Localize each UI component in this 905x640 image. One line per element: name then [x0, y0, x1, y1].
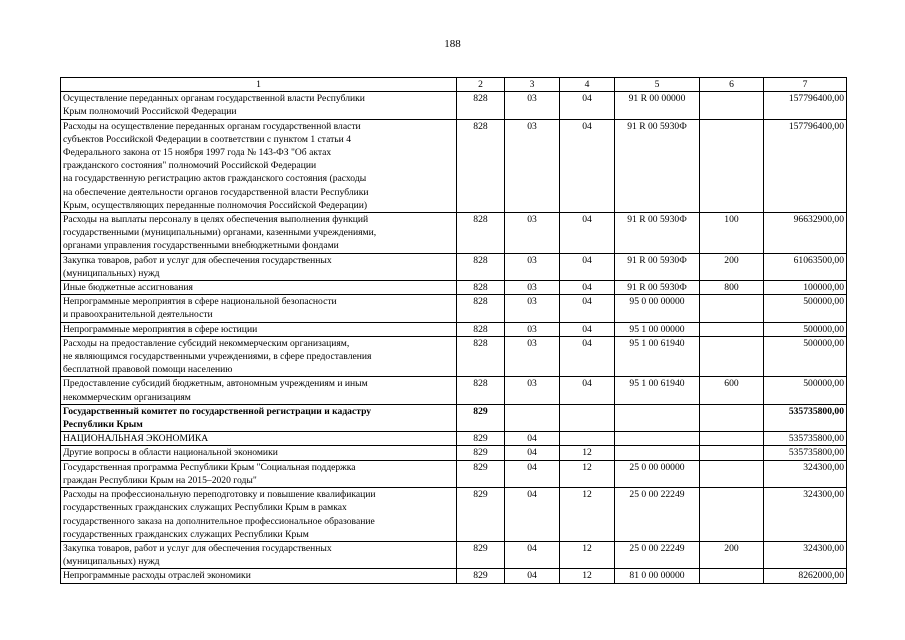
- row-description: Предоставление субсидий бюджетным, автономным учреждениям и иным некоммерческим организациям: [61, 377, 457, 404]
- target-article-cell: 91 R 00 5930Ф: [615, 213, 700, 254]
- section-cell: 04: [505, 432, 560, 446]
- subsection-cell: 12: [560, 446, 615, 460]
- subsection-cell: 12: [560, 541, 615, 568]
- section-cell: 03: [505, 322, 560, 336]
- target-article-cell: [615, 446, 700, 460]
- amount-cell: 100000,00: [764, 281, 847, 295]
- table-row: [61, 295, 847, 322]
- table-row: [61, 281, 847, 295]
- target-article-cell: 25 0 00 00000: [615, 460, 700, 487]
- expense-type-cell: [700, 432, 764, 446]
- target-article-cell: 91 R 00 5930Ф: [615, 281, 700, 295]
- target-article-cell: 95 0 00 00000: [615, 295, 700, 322]
- section-cell: 03: [505, 92, 560, 119]
- gov-code-cell: 829: [457, 460, 505, 487]
- row-description: Расходы на осуществление переданных органам государственной власти субъектов Российской Федерации в соответствии с пунктом 1 статьи 4 Федерального закона от 15 ноября 1997 года № 143-ФЗ "Об актах гражданского состояния" полномочий Российской Федерации на государственную регистрацию актов гражданского состояния (расходы на обеспечение деятельности органов государственной власти Республики Крым, осуществляющих переданные полномочия Российской Федерации): [61, 119, 457, 212]
- header-cell: 4: [560, 78, 615, 92]
- gov-code-cell: 829: [457, 432, 505, 446]
- target-article-cell: 25 0 00 22249: [615, 541, 700, 568]
- expense-type-cell: [700, 569, 764, 583]
- row-description: Другие вопросы в области национальной экономики: [61, 446, 457, 460]
- subsection-cell: 04: [560, 295, 615, 322]
- section-cell: 03: [505, 377, 560, 404]
- table-row: [61, 541, 847, 568]
- expense-type-cell: [700, 446, 764, 460]
- gov-code-cell: 828: [457, 322, 505, 336]
- row-description: Расходы на выплаты персоналу в целях обеспечения выполнения функций государственными (муниципальными) органами, казенными учреждениями, органами управления государственными внебюджетными фондами: [61, 213, 457, 254]
- amount-cell: 157796400,00: [764, 119, 847, 212]
- gov-code-cell: 828: [457, 336, 505, 377]
- gov-code-cell: 828: [457, 377, 505, 404]
- expense-type-cell: [700, 404, 764, 431]
- section-cell: 03: [505, 281, 560, 295]
- row-description: Расходы на предоставление субсидий некоммерческим организациям, не являющимся государственными учреждениями, в сфере предоставления бесплатной правовой помощи населению: [61, 336, 457, 377]
- gov-code-cell: 828: [457, 119, 505, 212]
- gov-code-cell: 829: [457, 541, 505, 568]
- target-article-cell: [615, 432, 700, 446]
- section-cell: 03: [505, 253, 560, 280]
- gov-code-cell: 829: [457, 404, 505, 431]
- header-cell: 3: [505, 78, 560, 92]
- table-row: [61, 377, 847, 404]
- section-cell: 04: [505, 460, 560, 487]
- target-article-cell: 25 0 00 22249: [615, 488, 700, 542]
- table-row: [61, 213, 847, 254]
- section-cell: 04: [505, 541, 560, 568]
- amount-cell: 324300,00: [764, 488, 847, 542]
- subsection-cell: 12: [560, 488, 615, 542]
- expense-type-cell: 800: [700, 281, 764, 295]
- amount-cell: 500000,00: [764, 295, 847, 322]
- gov-code-cell: 829: [457, 569, 505, 583]
- header-cell: 2: [457, 78, 505, 92]
- gov-code-cell: 828: [457, 92, 505, 119]
- expense-type-cell: [700, 92, 764, 119]
- expense-type-cell: [700, 119, 764, 212]
- table-row: [61, 253, 847, 280]
- row-description: Государственный комитет по государственной регистрации и кадастру Республики Крым: [61, 404, 457, 431]
- amount-cell: 157796400,00: [764, 92, 847, 119]
- row-description: НАЦИОНАЛЬНАЯ ЭКОНОМИКА: [61, 432, 457, 446]
- table-row: [61, 460, 847, 487]
- target-article-cell: 91 R 00 00000: [615, 92, 700, 119]
- table-row: [61, 432, 847, 446]
- budget-table: [60, 77, 847, 584]
- section-cell: [505, 404, 560, 431]
- subsection-cell: 04: [560, 281, 615, 295]
- target-article-cell: 81 0 00 00000: [615, 569, 700, 583]
- row-description: Закупка товаров, работ и услуг для обеспечения государственных (муниципальных) нужд: [61, 253, 457, 280]
- target-article-cell: 95 1 00 00000: [615, 322, 700, 336]
- gov-code-cell: 828: [457, 253, 505, 280]
- subsection-cell: [560, 432, 615, 446]
- table-row: [61, 488, 847, 542]
- amount-cell: 8262000,00: [764, 569, 847, 583]
- row-description: Государственная программа Республики Крым "Социальная поддержка граждан Республики Крым на 2015–2020 годы": [61, 460, 457, 487]
- row-description: Непрограммные мероприятия в сфере национальной безопасности и правоохранительной деятельности: [61, 295, 457, 322]
- header-cell: 7: [764, 78, 847, 92]
- expense-type-cell: 600: [700, 377, 764, 404]
- gov-code-cell: 828: [457, 281, 505, 295]
- subsection-cell: 04: [560, 253, 615, 280]
- section-cell: 03: [505, 295, 560, 322]
- header-cell: 5: [615, 78, 700, 92]
- section-cell: 03: [505, 213, 560, 254]
- target-article-cell: 95 1 00 61940: [615, 336, 700, 377]
- table-row: [61, 446, 847, 460]
- section-cell: 04: [505, 569, 560, 583]
- expense-type-cell: 100: [700, 213, 764, 254]
- table-row: [61, 336, 847, 377]
- amount-cell: 500000,00: [764, 336, 847, 377]
- expense-type-cell: [700, 460, 764, 487]
- table-row: [61, 569, 847, 583]
- gov-code-cell: 828: [457, 213, 505, 254]
- amount-cell: 324300,00: [764, 460, 847, 487]
- amount-cell: 500000,00: [764, 377, 847, 404]
- subsection-cell: 04: [560, 336, 615, 377]
- amount-cell: 500000,00: [764, 322, 847, 336]
- row-description: Непрограммные расходы отраслей экономики: [61, 569, 457, 583]
- amount-cell: 61063500,00: [764, 253, 847, 280]
- amount-cell: 535735800,00: [764, 432, 847, 446]
- expense-type-cell: [700, 488, 764, 542]
- expense-type-cell: [700, 322, 764, 336]
- target-article-cell: 91 R 00 5930Ф: [615, 253, 700, 280]
- gov-code-cell: 828: [457, 295, 505, 322]
- gov-code-cell: 829: [457, 446, 505, 460]
- page-number: 188: [444, 38, 461, 50]
- gov-code-cell: 829: [457, 488, 505, 542]
- subsection-cell: 12: [560, 569, 615, 583]
- expense-type-cell: 200: [700, 541, 764, 568]
- table-row: [61, 404, 847, 431]
- subsection-cell: 04: [560, 92, 615, 119]
- expense-type-cell: [700, 295, 764, 322]
- target-article-cell: 91 R 00 5930Ф: [615, 119, 700, 212]
- section-cell: 03: [505, 119, 560, 212]
- subsection-cell: 04: [560, 377, 615, 404]
- subsection-cell: 04: [560, 213, 615, 254]
- row-description: Непрограммные мероприятия в сфере юстиции: [61, 322, 457, 336]
- subsection-cell: 04: [560, 119, 615, 212]
- amount-cell: 535735800,00: [764, 404, 847, 431]
- table-row: [61, 119, 847, 212]
- target-article-cell: 95 1 00 61940: [615, 377, 700, 404]
- amount-cell: 535735800,00: [764, 446, 847, 460]
- expense-type-cell: [700, 336, 764, 377]
- row-description: Иные бюджетные ассигнования: [61, 281, 457, 295]
- subsection-cell: 04: [560, 322, 615, 336]
- row-description: Осуществление переданных органам государственной власти Республики Крым полномочий Российской Федерации: [61, 92, 457, 119]
- target-article-cell: [615, 404, 700, 431]
- subsection-cell: 12: [560, 460, 615, 487]
- amount-cell: 96632900,00: [764, 213, 847, 254]
- header-cell: 1: [61, 78, 457, 92]
- table-row: [61, 322, 847, 336]
- section-cell: 03: [505, 336, 560, 377]
- section-cell: 04: [505, 488, 560, 542]
- amount-cell: 324300,00: [764, 541, 847, 568]
- row-description: Закупка товаров, работ и услуг для обеспечения государственных (муниципальных) нужд: [61, 541, 457, 568]
- row-description: Расходы на профессиональную переподготовку и повышение квалификации государственных гражданских служащих Республики Крым в рамках государственного заказа на дополнительное профессиональное образование государственных гражданских служащих Республики Крым: [61, 488, 457, 542]
- subsection-cell: [560, 404, 615, 431]
- header-row: [61, 78, 847, 92]
- section-cell: 04: [505, 446, 560, 460]
- header-cell: 6: [700, 78, 764, 92]
- expense-type-cell: 200: [700, 253, 764, 280]
- table-row: [61, 92, 847, 119]
